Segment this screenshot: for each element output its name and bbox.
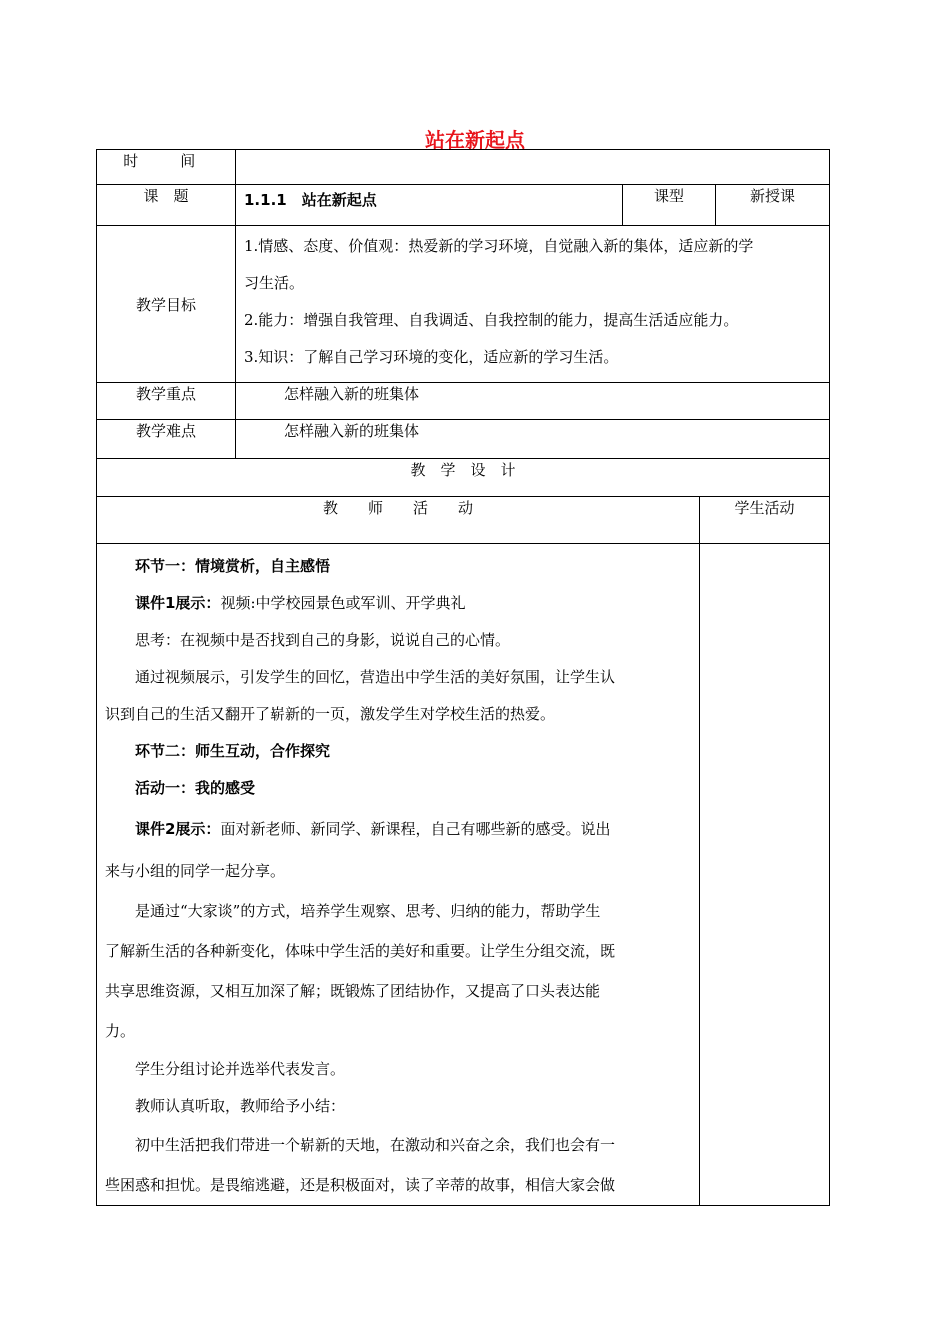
lesson-plan-table <box>96 149 830 1206</box>
goals-content <box>236 226 830 383</box>
goal-line-4: 3.知识：了解自己学习环境的变化，适应新的学习生活。 <box>244 348 619 366</box>
paragraph: 学生分组讨论并选举代表发言。 <box>135 1060 346 1078</box>
paragraph: 课件2展示：面对新老师、新同学、新课程，自己有哪些新的感受。说出 <box>135 820 611 838</box>
paragraph: 初中生活把我们带进一个崭新的天地，在激动和兴奋之余，我们也会有一 <box>135 1136 616 1154</box>
time-row <box>97 150 830 185</box>
student-activity-content <box>700 544 830 1206</box>
topic-label: 课 题 <box>97 185 236 226</box>
paragraph: 是通过“大家谈”的方式，培养学生观察、思考、归纳的能力，帮助学生 <box>135 902 601 920</box>
goals-row <box>97 226 830 383</box>
type-value: 新授课 <box>716 185 830 226</box>
section-heading-1: 环节一：情境赏析，自主感悟 <box>135 557 331 575</box>
paragraph: 课件1展示：视频:中学校园景色或军训、开学典礼 <box>135 594 466 612</box>
paragraph: 教师认真听取，教师给予小结： <box>135 1097 346 1115</box>
key-point-value: 怎样融入新的班集体 <box>236 383 830 420</box>
type-label: 课型 <box>623 185 716 226</box>
difficulty-label: 教学难点 <box>97 420 236 459</box>
teacher-activity-content <box>97 544 700 1206</box>
activity-heading: 活动一：我的感受 <box>135 779 256 797</box>
paragraph-continued: 识到自己的生活又翻开了崭新的一页，激发学生对学校生活的热爱。 <box>105 705 556 723</box>
paragraph: 通过视频展示，引发学生的回忆，营造出中学生活的美好氛围，让学生认 <box>135 668 616 686</box>
difficulty-row <box>97 420 830 459</box>
document-title: 站在新起点 <box>425 128 525 152</box>
goal-line-1: 1.情感、态度、价值观：热爱新的学习环境，自觉融入新的集体，适应新的学 <box>244 237 754 255</box>
paragraph-continued: 些困惑和担忧。是畏缩逃避，还是积极面对，读了辛蒂的故事，相信大家会做 <box>105 1176 616 1194</box>
section-heading-2: 环节二：师生互动，合作探究 <box>135 742 331 760</box>
design-label: 教 学 设 计 <box>97 459 830 497</box>
time-value <box>236 150 830 185</box>
goal-line-2: 习生活。 <box>244 274 305 292</box>
teacher-activity-label: 教 师 活 动 <box>97 497 700 544</box>
time-label: 时 间 <box>97 150 236 185</box>
student-activity-label: 学生活动 <box>700 497 830 544</box>
topic-value: 1.1.1 站在新起点 <box>236 185 623 226</box>
key-point-row <box>97 383 830 420</box>
paragraph: 思考：在视频中是否找到自己的身影，说说自己的心情。 <box>135 631 511 649</box>
paragraph-continued: 力。 <box>105 1022 136 1040</box>
paragraph-continued: 来与小组的同学一起分享。 <box>105 862 286 880</box>
key-point-label: 教学重点 <box>97 383 236 420</box>
difficulty-value: 怎样融入新的班集体 <box>236 420 830 459</box>
activity-body-row <box>97 544 830 1206</box>
design-row <box>97 459 830 497</box>
goals-label: 教学目标 <box>97 226 236 383</box>
topic-row <box>97 185 830 226</box>
paragraph-continued: 共享思维资源，又相互加深了解；既锻炼了团结协作，又提高了口头表达能 <box>105 982 601 1000</box>
paragraph-continued: 了解新生活的各种新变化，体味中学生活的美好和重要。让学生分组交流，既 <box>105 942 616 960</box>
activity-header-row <box>97 497 830 544</box>
goal-line-3: 2.能力：增强自我管理、自我调适、自我控制的能力，提高生活适应能力。 <box>244 311 739 329</box>
